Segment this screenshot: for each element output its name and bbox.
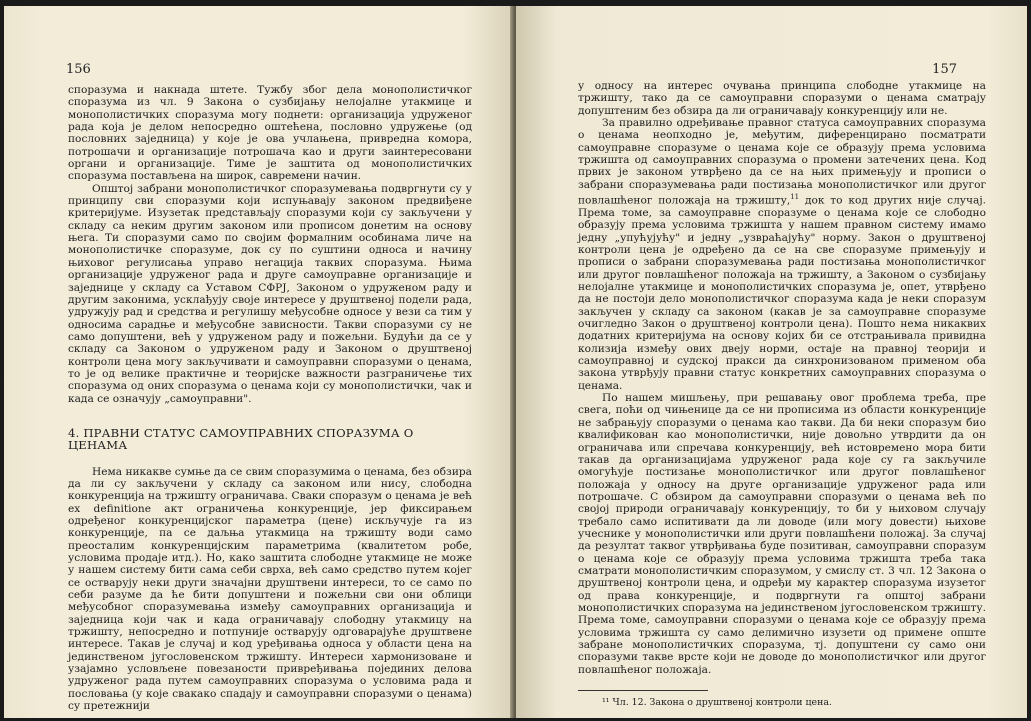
right-page-body (578, 80, 986, 708)
left-page-body (68, 84, 472, 713)
right-page (516, 6, 1027, 718)
left-paragraph-1: споразума и накнада штете. Тужбу због дела монополистичког споразума из чл. 9 Закона о сузбијању нелојалне утакмице и монополистичких споразума могу поднети: организација удруженог рада која је делом непосредно оштећена, пословно удружење (од пословних заједница) у које је ова учлањена, привредна комора, потрошачи и организације потрошача као и други заинтересовани органи и организације. Тиме је заштита од монополистичких споразума постављена на широк, савремени начин. (68, 84, 472, 183)
right-paragraph-2-text: За правилно одређивање правног статуса самоуправних споразума о ценама неопходно је, међутим, диференцирано посматрати самоуправне споразуме о ценама које се образују према условима тржишта од самоуправних споразума о промени затечених цена. Код првих је законом утврђено да се на њих примењују и прописи о забрани споразумевања ради постизања монополистичког или другог повлашћеног положаја на тржишту, (578, 117, 986, 207)
page-number-left: 156 (66, 62, 91, 77)
right-paragraph-3: По нашем мишљењу, при решавању овог проблема треба, пре свега, поћи од чињенице да се ни прописима из области конкуренције не забрањују споразуми о ценама као такви. Да би неки споразум био квалификован као монополистички, није довољно утврдити да он ограничава или спречава конкуренцију, већ истовремено мора бити такав да организацијама удруженог рада које су га закључиле омогућује постизање монополистичког или другог повлашћеног положаја у односу на друге организације удруженог рада или потрошаче. С обзиром да самоуправни споразуми о ценама већ по својој природи ограничавају конкуренцију, то би у њиховом случају требало само испитивати да ли доводе (или могу довести) њихове учеснике у монополистички или други повлашћени положај. За случај да резултат таквог утврђивања буде позитиван, самоуправни споразум о ценама које се образују према условима тржишта треба така сматрати монополистичким споразумом, у смислу ст. 3 чл. 12 Закона о друштвеној контроли цена, и одређи му карактер споразума изузетог од права конкуренције, и подвргнути га општој забрани монополистичких споразума на јединственом југословенском тржишту. Према томе, самоуправни споразуми о ценама које се образују према условима тржишта су само делимично изузети од примене опште забране монополистичких споразума, тј. допуштени су само они споразуми такве врсте који не доводе до монополистичког или другог повлашћеног положаја. (578, 392, 986, 676)
section-heading: 4. ПРАВНИ СТАТУС САМОУПРАВНИХ СПОРАЗУМА О ЦЕНАМА (68, 425, 414, 453)
footnote: ¹¹ Чл. 12. Закона о друштвеној контроли цена. (602, 697, 832, 709)
right-paragraph-2-tail: док то код других није случај. Према томе, за самоуправне споразуме о ценама које се слободно образују према условима тржишта у нашем правном систему имамо једну „упућујућу" и једну „узвраћајућу" норму. Закон о друштвеној контроли цена је одређено да се на све споразуме примењују и прописи о забрани споразумевања ради постизања монополистичког или другог повлашћеног положаја на тржишту, а Законом о сузбијању нелојалне утакмице и монополистичких споразума је, опет, утврђено да не постоји дело монополистичког споразума када је неки споразум закључен у складу са законом (какав је за самоуправне споразуме очигледно Закон о друштвеној контроли цена). Пошто нема никаквих додатних критеријума на основу којих би се отстрањивала привидна колизија између ових двеју норми, остаје на правној теорији и самоуправној и судској пракси да синхронизованом применом оба закона утврђују правни статус конкретних самоуправних споразума о ценама. (578, 194, 987, 392)
footnote-rule (578, 690, 708, 691)
footnote-reference: 11 (790, 193, 800, 202)
left-page (4, 6, 514, 718)
right-paragraph-1: у односу на интерес очувања принципа слободне утакмице на тржишту, тако да се самоуправни споразуми о ценама сматрају допуштеним без обзира да ли ограничавају конкуренцију или не. (578, 80, 986, 117)
left-paragraph-3: Нема никакве сумње да се свим споразумима о ценама, без обзира да ли су закључени у складу са законом или нису, слободна конкуренција на тржишту ограничава. Сваки споразум о ценама је већ ex definitione акт ограничења конкуренције, јер фиксирањем одређеног конкуренцијског параметра (цене) искључује га из конкуренције, па се даљња утакмица на тржишту води само преосталим конкуренцијским параметрима (квалитетом робе, условима продаје итд.). Но, како заштита слободне утакмице не може у нашем систему бити сама себи сврха, већ само средство путем којег се остварују неки други значајни друштвени интереси, то се само по себи разуме да ће бити допуштени и пожељни сви они облици међусобног споразумевања између самоуправних организација и заједница који чак и када ограничавају слободну утакмицу на тржишту, непосредно и потпуније остварују одговарајуће друштвене интересе. Такав је случај и код уређивања односа у области цена на јединственом југословенском тржишту. Интереси хармонизоване и узајамно условљене повезаности привређивања појединих делова удруженог рада путем самоуправних споразума о условима рада и пословања (у које свакако спадају и самоуправни споразуми о ценама) су претежнији (68, 465, 472, 713)
page-number-right: 157 (932, 62, 957, 77)
left-paragraph-2: Општој забрани монополистичког споразумевања подвргнути су у принципу сви споразуми који испуњавају законом предвиђене критеријуме. Изузетак представљају споразуми који су закључени у складу са неким другим законом или прописом донетим на основу њега. Ти споразуми само по својим формалним особинама личе на монополистичке споразуме, док су по суштини односа и начину њиховог регулисања управо негација таквих споразума. Њима организације удруженог рада и друге самоуправне организације и заједнице у складу са Уставом СФРЈ, Законом о удруженом раду и другим законима, усклађују своје интересе у друштвеној подели рада, удружују рад и средства и регулишу међусобне односе у вези са тим у односима сарадње и међусобне зависности. Такви споразуми су не само допуштени, већ у удруженом раду и пожељни. Будући да се у складу са Законом о удруженом раду и Законом о друштвеној контроли цена могу закључивати и самоуправни споразуми о ценама, то је од велике практичне и теоријске важности разграничење тих споразума од оних споразума о ценама који су монополистички, чак и када се означују „самоуправни". (68, 182, 472, 405)
right-paragraph-2 (578, 117, 986, 392)
